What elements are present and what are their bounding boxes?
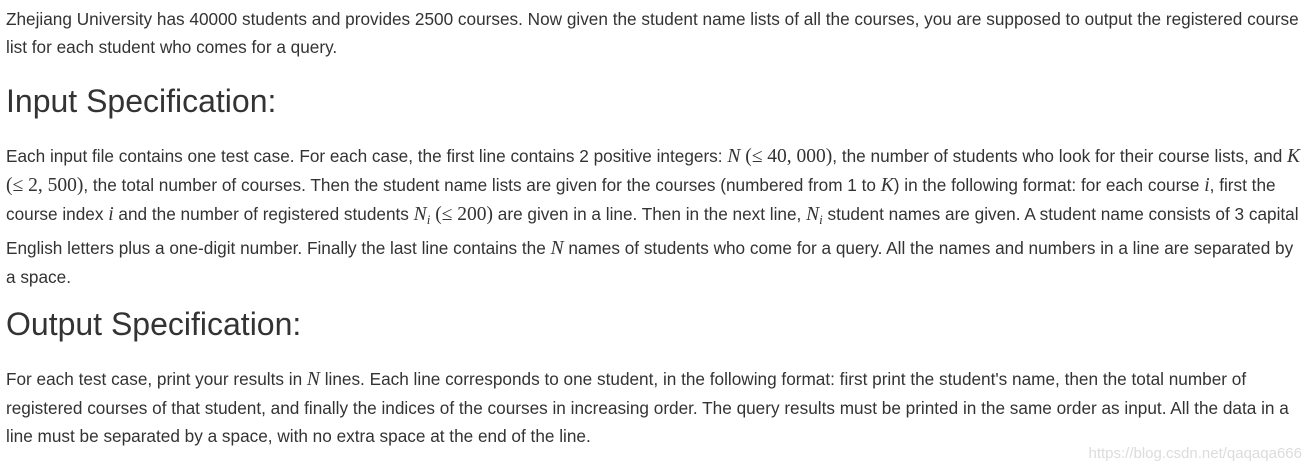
- math-var: N: [306, 369, 320, 390]
- intro-paragraph: Zhejiang University has 40000 students and provides 2500 courses. Now given the student name lists of all the courses, you are supposed to output the registered course list for each student who comes for a query.: [6, 9, 1299, 57]
- math-var: N: [727, 146, 741, 167]
- text-segment: lines. Each line corresponds to one student, in the following format: first print the student's name, then the total number of registered courses of that student, and finally the indices of the courses in increasing order. The query results must be printed in the same order as input. All the data in a line must be separated by a space, with no extra space at the end of the line.: [6, 369, 1289, 446]
- text-segment: are given in a line. Then in the next line,: [493, 204, 807, 224]
- watermark-text: https://blog.csdn.net/qaqaqa666: [1088, 445, 1302, 462]
- output-specification-paragraph: [6, 365, 1306, 450]
- text-segment: For each test case, print your results in: [6, 369, 307, 389]
- text-segment: , the total number of courses. Then the student name lists are given for the courses (numbered from 1 to: [83, 175, 881, 195]
- math-expression: (≤ 2, 500): [6, 175, 84, 196]
- math-expression: (≤ 200): [430, 204, 494, 225]
- math-var: i: [108, 204, 114, 225]
- math-var: K: [880, 175, 894, 196]
- math-expression: (≤ 40, 000): [740, 146, 833, 167]
- text-segment: and the number of registered students: [113, 204, 414, 224]
- math-var: N: [550, 238, 564, 259]
- output-specification-heading: Output Specification:: [6, 306, 302, 342]
- text-segment: , the number of students who look for their course lists, and: [832, 146, 1288, 166]
- math-var: K: [1287, 146, 1301, 167]
- math-var: i: [1204, 175, 1210, 196]
- text-segment: Each input file contains one test case. For each case, the first line contains 2 positive integers:: [6, 146, 728, 166]
- text-segment: student names are given. A student name consists of 3 capital English letters plus a one-digit number. Finally the last line contains the: [6, 204, 1299, 258]
- text-segment: names of students who come for a query. All the names and numbers in a line are separated by a space.: [6, 238, 1294, 287]
- math-subscript: i: [819, 212, 823, 227]
- input-specification-heading: Input Specification:: [6, 83, 277, 119]
- text-segment: , first the course index: [6, 175, 1276, 224]
- math-subscript: i: [426, 212, 431, 227]
- text-segment: ) in the following format: for each course: [893, 175, 1205, 195]
- math-var: N: [806, 204, 820, 225]
- math-var: N: [413, 204, 427, 225]
- input-specification-paragraph: [6, 142, 1306, 291]
